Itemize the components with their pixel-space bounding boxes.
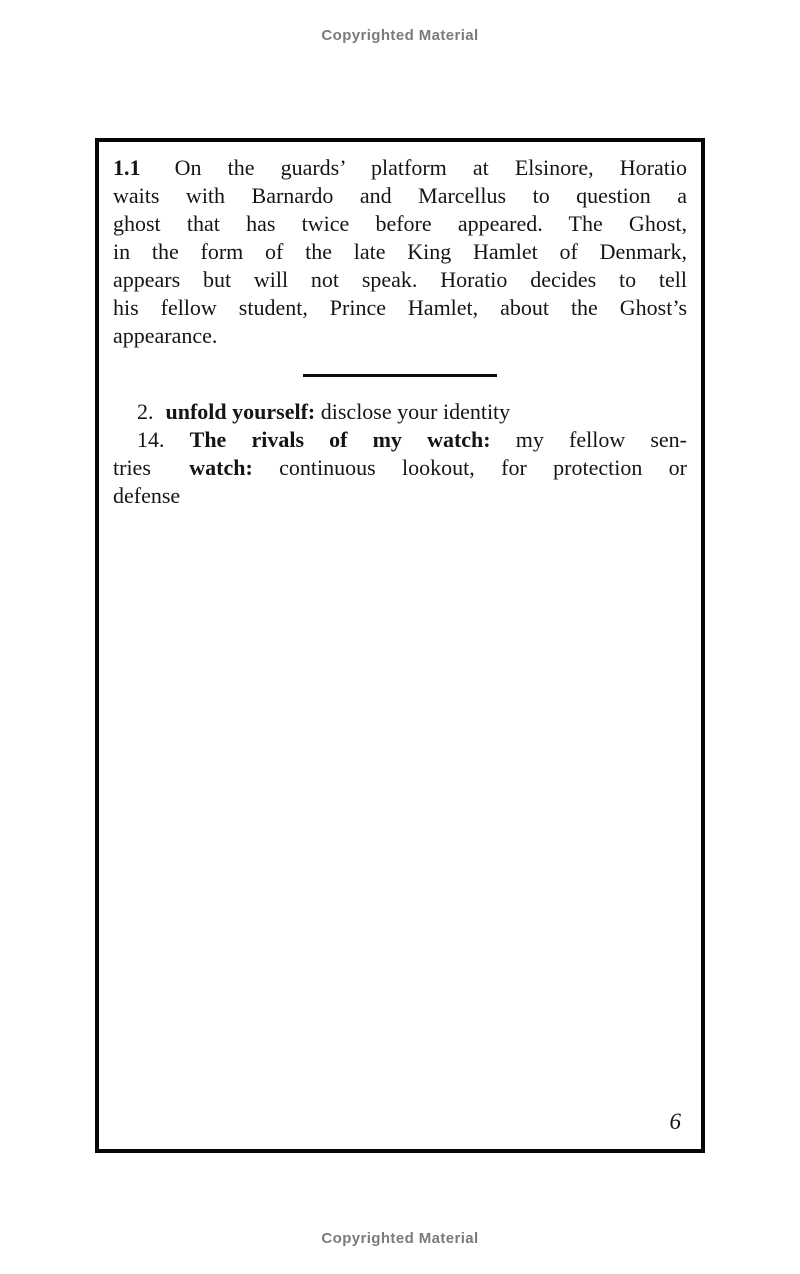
text-line (113, 482, 687, 510)
section-divider-rule (303, 374, 497, 377)
text-segment: 14. (137, 427, 190, 452)
text-segment: in the form of the late King Hamlet of Denmark, (113, 239, 687, 264)
text-line (113, 154, 687, 182)
text-line (113, 210, 687, 238)
text-segment: 2. (137, 399, 154, 424)
text-line (113, 454, 687, 482)
glossary-notes (113, 398, 687, 510)
copyright-watermark-bottom: Copyrighted Material (321, 1230, 479, 1247)
text-line (113, 238, 687, 266)
text-line (113, 266, 687, 294)
text-segment: defense (113, 483, 181, 508)
bold-text-segment: The rivals of my watch: (189, 427, 491, 452)
text-segment: waits with Barnardo and Marcellus to question a (113, 183, 687, 208)
text-segment: disclose your identity (315, 399, 511, 424)
text-line (113, 426, 687, 454)
text-line (113, 182, 687, 210)
text-line (113, 294, 687, 322)
text-segment: ghost that has twice before appeared. The Ghost, (113, 211, 687, 236)
text-segment: On the guards’ platform at Elsinore, Horatio (148, 155, 687, 180)
text-line (113, 322, 687, 350)
text-segment: continuous lookout, for protection or (252, 455, 688, 480)
text-segment (163, 455, 189, 480)
text-segment: his fellow student, Prince Hamlet, about the Ghost’s (113, 295, 687, 320)
text-segment: appears but will not speak. Horatio decides to tell (113, 267, 687, 292)
text-line (113, 398, 687, 426)
text-segment: tries (113, 455, 151, 480)
bold-text-segment: 1.1 (113, 155, 141, 180)
bold-text-segment: watch: (189, 455, 253, 480)
scene-summary-paragraph (113, 154, 687, 350)
bold-text-segment: unfold yourself: (165, 399, 316, 424)
text-segment: appearance. (113, 323, 218, 348)
text-box (95, 138, 705, 1153)
page-number: 6 (669, 1109, 681, 1134)
copyright-watermark-top: Copyrighted Material (321, 27, 479, 44)
text-segment: my fellow sen- (490, 427, 688, 452)
